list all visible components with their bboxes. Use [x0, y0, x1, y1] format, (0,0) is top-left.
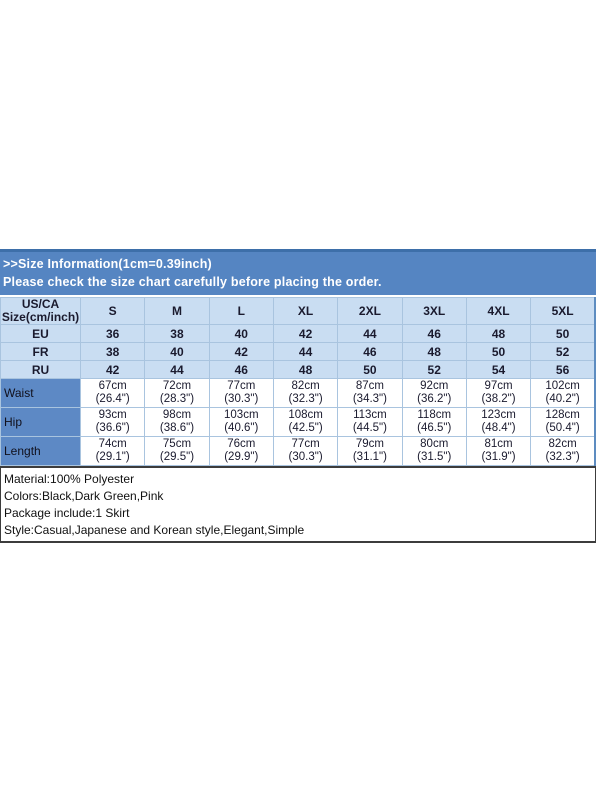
fr-size-value: 50 — [466, 343, 530, 361]
waist-cm: 67cm — [98, 379, 127, 392]
fr-size-value: 38 — [81, 343, 145, 361]
ru-size-value: 46 — [209, 361, 273, 379]
length-cm: 75cm — [162, 437, 192, 450]
waist-measure-cell — [209, 379, 273, 408]
banner-title: >>Size Information(1cm=0.39inch) — [3, 257, 212, 271]
size-information-panel — [0, 249, 596, 543]
length-inch: (32.3") — [545, 451, 580, 463]
row-label-ru: RU — [1, 361, 81, 379]
hip-inch: (42.5") — [288, 422, 323, 434]
waist-measure-cell — [402, 379, 466, 408]
waist-inch: (26.4") — [95, 393, 130, 405]
hip-measure-cell — [402, 408, 466, 437]
waist-inch: (34.3") — [352, 393, 387, 405]
length-measure-cell — [338, 437, 402, 466]
ru-size-value: 42 — [81, 361, 145, 379]
colors-line: Colors:Black,Dark Green,Pink — [4, 489, 164, 503]
length-cm: 79cm — [355, 437, 384, 450]
ru-size-value: 52 — [402, 361, 466, 379]
length-cm: 80cm — [420, 437, 449, 450]
waist-inch: (32.3") — [288, 393, 323, 405]
length-inch: (31.1") — [352, 451, 387, 463]
waist-cm: 82cm — [291, 379, 320, 392]
length-cm: 81cm — [484, 437, 513, 450]
hip-measure-cell — [466, 408, 530, 437]
length-inch: (29.1") — [95, 451, 130, 463]
eu-size-value: 46 — [402, 325, 466, 343]
fr-size-value: 40 — [145, 343, 209, 361]
fr-size-value: 44 — [273, 343, 337, 361]
hip-measure-cell — [81, 408, 145, 437]
length-measure-cell — [209, 437, 273, 466]
hip-cm: 123cm — [481, 408, 516, 421]
banner-subtitle: Please check the size chart carefully before placing the order. — [3, 275, 382, 289]
hip-cm: 108cm — [288, 408, 323, 421]
waist-measure-cell — [531, 379, 595, 408]
size-col-header-s: S — [81, 298, 145, 325]
hip-cm: 93cm — [98, 408, 127, 421]
ru-size-value: 54 — [466, 361, 530, 379]
material-line: Material:100% Polyester — [4, 472, 135, 486]
eu-size-value: 48 — [466, 325, 530, 343]
row-label-hip: Hip — [1, 408, 81, 437]
ru-size-value: 44 — [145, 361, 209, 379]
waist-cm: 92cm — [420, 379, 449, 392]
waist-measure-cell — [145, 379, 209, 408]
size-col-header-3xl: 3XL — [402, 298, 466, 325]
size-col-header-5xl: 5XL — [531, 298, 595, 325]
measure-row-length — [1, 437, 596, 466]
hip-inch: (46.5") — [417, 422, 452, 434]
eu-size-value: 40 — [209, 325, 273, 343]
waist-inch: (40.2") — [545, 393, 580, 405]
ru-size-value: 48 — [273, 361, 337, 379]
size-col-header-4xl: 4XL — [466, 298, 530, 325]
hip-cm: 103cm — [224, 408, 259, 421]
length-measure-cell — [466, 437, 530, 466]
hip-cm: 113cm — [353, 408, 387, 421]
hip-inch: (38.6") — [159, 422, 195, 434]
length-cm: 74cm — [98, 437, 127, 450]
eu-size-value: 50 — [531, 325, 595, 343]
size-row-fr — [1, 343, 596, 361]
eu-size-value: 36 — [81, 325, 145, 343]
waist-inch: (28.3") — [159, 393, 195, 405]
row-label-eu: EU — [1, 325, 81, 343]
fr-size-value: 42 — [209, 343, 273, 361]
hip-inch: (50.4") — [545, 422, 580, 434]
length-cm: 77cm — [291, 437, 320, 450]
waist-measure-cell — [273, 379, 337, 408]
waist-cm: 97cm — [484, 379, 513, 392]
size-col-header-l: L — [209, 298, 273, 325]
eu-size-value: 44 — [338, 325, 402, 343]
fr-size-value: 52 — [531, 343, 595, 361]
corner-header-cell — [1, 298, 81, 325]
length-measure-cell — [145, 437, 209, 466]
waist-measure-cell — [81, 379, 145, 408]
length-measure-cell — [81, 437, 145, 466]
size-chart-table — [0, 297, 596, 466]
row-label-length: Length — [1, 437, 81, 466]
ru-size-value: 56 — [531, 361, 595, 379]
fr-size-value: 48 — [402, 343, 466, 361]
eu-size-value: 42 — [273, 325, 337, 343]
hip-inch: (40.6") — [224, 422, 259, 434]
waist-cm: 102cm — [545, 379, 580, 392]
hip-measure-cell — [145, 408, 209, 437]
hip-measure-cell — [338, 408, 402, 437]
corner-header-line2: Size(cm/inch) — [1, 310, 80, 324]
length-cm: 82cm — [548, 437, 577, 450]
length-inch: (31.5") — [417, 451, 452, 463]
ru-size-value: 50 — [338, 361, 402, 379]
length-measure-cell — [402, 437, 466, 466]
length-measure-cell — [531, 437, 595, 466]
hip-measure-cell — [209, 408, 273, 437]
eu-size-value: 38 — [145, 325, 209, 343]
hip-cm: 98cm — [162, 408, 192, 421]
waist-inch: (38.2") — [481, 393, 516, 405]
row-label-fr: FR — [1, 343, 81, 361]
waist-measure-cell — [466, 379, 530, 408]
waist-cm: 72cm — [162, 379, 192, 392]
hip-measure-cell — [273, 408, 337, 437]
size-info-banner — [0, 249, 596, 295]
hip-measure-cell — [531, 408, 595, 437]
size-col-header-xl: XL — [273, 298, 337, 325]
waist-cm: 87cm — [355, 379, 384, 392]
package-line: Package include:1 Skirt — [4, 506, 130, 520]
row-label-waist: Waist — [1, 379, 81, 408]
waist-cm: 77cm — [227, 379, 256, 392]
size-col-header-2xl: 2XL — [338, 298, 402, 325]
length-inch: (31.9") — [481, 451, 516, 463]
length-inch: (29.9") — [224, 451, 259, 463]
hip-cm: 128cm — [545, 408, 580, 421]
table-header-row — [1, 298, 596, 325]
length-inch: (30.3") — [288, 451, 323, 463]
corner-header-line1: US/CA — [21, 297, 60, 311]
waist-inch: (36.2") — [417, 393, 452, 405]
hip-cm: 118cm — [417, 408, 452, 421]
waist-measure-cell — [338, 379, 402, 408]
size-row-ru — [1, 361, 596, 379]
length-inch: (29.5") — [159, 451, 195, 463]
product-details-box — [0, 466, 596, 543]
hip-inch: (44.5") — [352, 422, 387, 434]
length-measure-cell — [273, 437, 337, 466]
fr-size-value: 46 — [338, 343, 402, 361]
size-col-header-m: M — [145, 298, 209, 325]
measure-row-waist — [1, 379, 596, 408]
waist-inch: (30.3") — [224, 393, 259, 405]
hip-inch: (48.4") — [481, 422, 516, 434]
hip-inch: (36.6") — [95, 422, 130, 434]
size-row-eu — [1, 325, 596, 343]
style-line: Style:Casual,Japanese and Korean style,Elegant,Simple — [4, 523, 305, 537]
measure-row-hip — [1, 408, 596, 437]
length-cm: 76cm — [227, 437, 256, 450]
